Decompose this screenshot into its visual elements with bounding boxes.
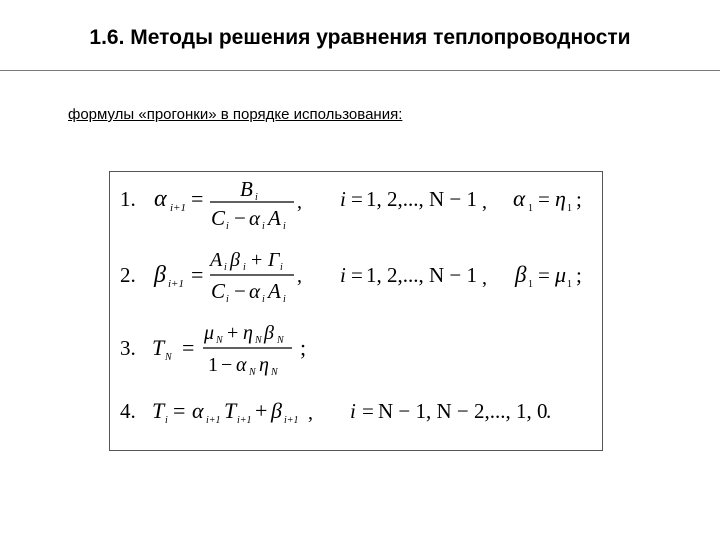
formula-3: [120, 322, 306, 378]
formula-1-range-comma: ,: [482, 191, 487, 213]
formula-2-num-plus: +: [251, 249, 263, 271]
formula-2-den-alpha-sub: i: [262, 294, 265, 305]
formula-4-eq: =: [173, 398, 186, 423]
formula-1-init-rhs-sub: 1: [567, 203, 572, 214]
formula-3-number: 3.: [120, 336, 136, 360]
formula-1-range-eq: =: [351, 187, 363, 211]
formula-4-plus: +: [255, 398, 268, 423]
formula-1-lhs: α: [154, 186, 167, 212]
formula-4-T-sub: i+1: [237, 415, 252, 426]
formula-3-end: ;: [300, 335, 307, 360]
formula-3-num-plus: +: [227, 322, 239, 344]
formula-4-T: T: [224, 398, 237, 423]
formula-1-comma: ,: [297, 191, 302, 213]
formula-4-range-eq: =: [362, 399, 374, 423]
formula-1-den-A-sub: i: [283, 221, 286, 232]
formula-4-comma: ,: [308, 402, 313, 424]
formula-2-lhs: β: [154, 262, 166, 288]
formula-2-init-eq: =: [538, 263, 550, 287]
formula-3-num-eta: η: [243, 322, 253, 344]
formula-1-den-alpha: α: [249, 206, 261, 230]
formula-2-range-i: i: [340, 263, 346, 287]
title-divider: [0, 70, 720, 71]
formula-2-init-rhs-sub: 1: [567, 279, 572, 290]
formula-1-den-C-sub: i: [226, 221, 229, 232]
formula-1-range-vals: 1, 2,..., N − 1: [366, 187, 478, 211]
formula-2-num-A-sub: i: [224, 262, 227, 273]
formula-2-eq: =: [191, 262, 204, 287]
formula-2-init-lhs: β: [515, 262, 527, 287]
formula-2-num-beta-sub: i: [243, 262, 246, 273]
formula-1-den-A: A: [268, 206, 281, 230]
formula-3-num-mu: μ: [204, 322, 215, 344]
formula-3-den-alpha-sub: N: [249, 367, 256, 378]
formula-2-den-A: A: [268, 279, 281, 303]
formula-1-den-C: C: [211, 206, 226, 230]
formula-3-den-alpha: α: [236, 354, 247, 376]
formula-2-lhs-sub: i+1: [168, 278, 184, 290]
formula-4-number: 4.: [120, 399, 136, 423]
formula-3-den-minus: −: [221, 354, 233, 376]
formula-2-init-rhs: μ: [555, 262, 567, 287]
formula-4-beta-sub: i+1: [284, 415, 299, 426]
formulas-svg: [110, 172, 604, 452]
formula-1-init-rhs: η: [555, 186, 566, 211]
formula-1-lhs-sub: i+1: [170, 202, 186, 214]
formula-1-number: 1.: [120, 187, 136, 211]
formula-2-den-alpha: α: [249, 279, 261, 303]
formula-2-range-eq: =: [351, 263, 363, 287]
formula-3-num-mu-sub: N: [216, 335, 223, 346]
formula-2: [120, 249, 582, 305]
formula-3-den-one: 1: [208, 354, 218, 376]
formula-4-end: .: [546, 399, 552, 423]
formula-1-end: ;: [576, 187, 582, 211]
formula-1-range-i: i: [340, 187, 346, 211]
formula-2-range-vals: 1, 2,..., N − 1: [366, 263, 478, 287]
formula-3-eq: =: [182, 335, 195, 360]
formula-1-eq: =: [191, 186, 204, 211]
formula-2-number: 2.: [120, 263, 136, 287]
formula-1: [120, 177, 582, 232]
formula-2-comma: ,: [297, 265, 302, 287]
formula-2-end: ;: [576, 263, 582, 287]
formula-4: [120, 398, 551, 426]
slide-subtitle: формулы «прогонки» в порядке использования:: [68, 106, 403, 123]
formula-2-num-G-sub: i: [280, 262, 283, 273]
formula-1-den-alpha-sub: i: [262, 221, 265, 232]
formula-4-range-vals: N − 1, N − 2,..., 1, 0: [378, 399, 548, 423]
slide-title: 1.6. Методы решения уравнения теплопроводности: [89, 26, 631, 49]
formula-1-init-eq: =: [538, 187, 550, 211]
formula-box: [109, 171, 603, 451]
formula-3-den-eta-sub: N: [271, 367, 278, 378]
formula-4-alpha-sub: i+1: [206, 415, 221, 426]
formula-1-init-lhs-sub: 1: [528, 203, 533, 214]
formula-3-num-beta: β: [264, 322, 274, 344]
formula-2-den-C-sub: i: [226, 294, 229, 305]
formula-1-numerator-sub: i: [255, 192, 258, 203]
formula-2-den-minus: −: [234, 279, 246, 303]
formula-1-init-lhs: α: [513, 186, 526, 211]
formula-3-num-eta-sub: N: [255, 335, 262, 346]
formula-3-den-eta: η: [259, 354, 269, 376]
formula-2-den-C: C: [211, 279, 226, 303]
formula-4-alpha: α: [192, 398, 204, 423]
formula-4-lhs: T: [152, 398, 165, 423]
formula-4-lhs-sub: i: [165, 415, 168, 426]
formula-2-num-beta: β: [230, 249, 240, 271]
formula-1-numerator: B: [240, 177, 253, 201]
formula-2-den-A-sub: i: [283, 294, 286, 305]
formula-4-range-i: i: [350, 399, 356, 423]
formula-3-lhs: T: [152, 335, 165, 360]
formula-2-init-lhs-sub: 1: [528, 279, 533, 290]
formula-3-lhs-sub: N: [165, 352, 172, 363]
formula-2-num-G: Г: [268, 249, 280, 271]
formula-3-num-beta-sub: N: [277, 335, 284, 346]
formula-4-beta: β: [271, 398, 282, 423]
formula-1-den-minus: −: [234, 206, 246, 230]
formula-2-range-comma: ,: [482, 267, 487, 289]
formula-2-num-A: A: [210, 249, 223, 271]
